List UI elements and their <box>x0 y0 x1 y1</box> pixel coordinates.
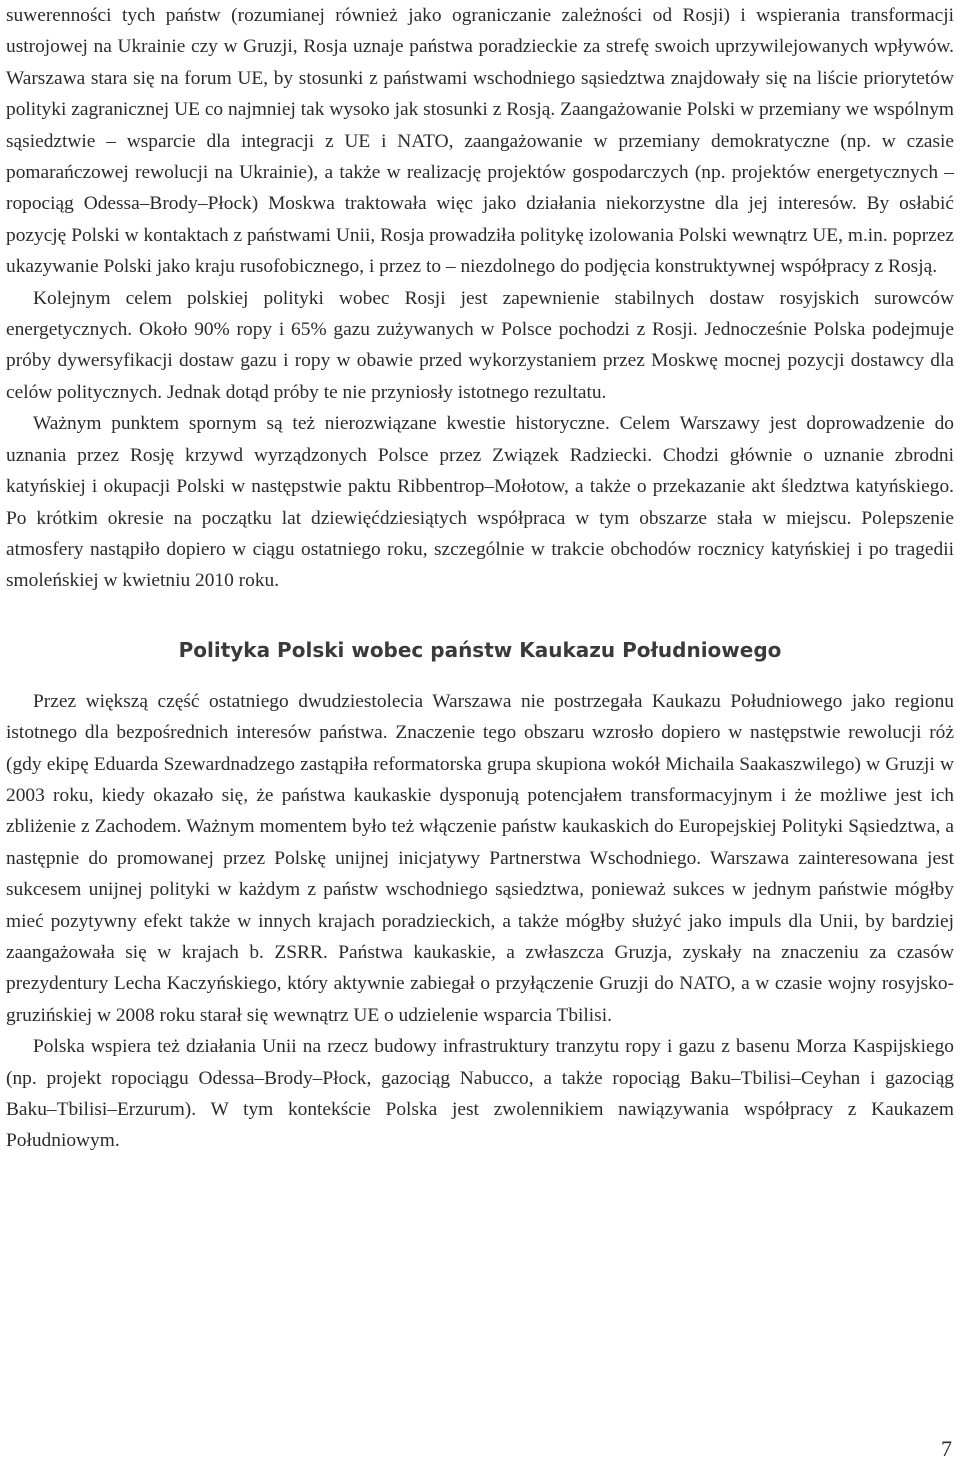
section-heading: Polityka Polski wobec państw Kaukazu Południowego <box>178 637 782 662</box>
page-number: 7 <box>941 1436 952 1461</box>
paragraph-energy-supply: Kolejnym celem polskiej polityki wobec Rosji jest zapewnienie stabilnych dostaw rosyjskich surowców energetycznych. Około 90% ropy i 65% gazu zużywanych w Polsce pochodzi z Rosji. Jednocześnie Polska podejmuje próby dywersyfikacji dostaw gazu i ropy w obawie przed wykorzystaniem przez Moskwę mocnej pozycji dostawcy dla celów politycznych. Jednak dotąd próby te nie przyniosły istotnego rezultatu. <box>6 287 954 403</box>
paragraph-continuation: suwerenności tych państw (rozumianej również jako ograniczanie zależności od Rosji) i wspierania transformacji ustrojowej na Ukrainie czy w Gruzji, Rosja uznaje państwa poradzieckie za strefę swoich uprzywilejowanych wpływów. Warszawa stara się na forum UE, by stosunki z państwami wschodniego sąsiedztwa znajdowały się na liście priorytetów polityki zagranicznej UE co najmniej tak wysoko jak stosunki z Rosją. Zaangażowanie Polski w przemiany we wspólnym sąsiedztwie – wsparcie dla integracji z UE i NATO, zaangażowanie w przemiany demokratyczne (np. w czasie pomarańczowej rewolucji na Ukrainie), a także w realizację projektów gospodarczych (np. projektów energetycznych – ropociąg Odessa–Brody–Płock) Moskwa traktowała więc jako działania niekorzystne dla jej interesów. By osłabić pozycję Polski w kontaktach z państwami Unii, Rosja prowadziła politykę izolowania Polski wewnątrz UE, m.in. poprzez ukazywanie Polski jako kraju rusofobicznego, i przez to – niezdolnego do podjęcia konstruktywnej współpracy z Rosją. <box>6 5 954 278</box>
paragraph-historical-issues: Ważnym punktem spornym są też nierozwiązane kwestie historyczne. Celem Warszawy jest doprowadzenie do uznania przez Rosję krzywd wyrządzonych Polsce przez Związek Radziecki. Chodzi głównie o uznanie zbrodni katyńskiej i okupacji Polski w następstwie paktu Ribbentrop–Mołotow, a także o przekazanie akt śledztwa katyńskiego. Po krótkim okresie na początku lat dziewięćdziesiątych współpraca w tym obszarze stała w miejscu. Polepszenie atmosfery nastąpiło dopiero w ciągu ostatniego roku, szczególnie w trakcie obchodów rocznicy katyńskiej i po tragedii smoleńskiej w kwietniu 2010 roku. <box>6 413 954 592</box>
document-page <box>6 0 954 1157</box>
paragraph-caspian-transit: Polska wspiera też działania Unii na rzecz budowy infrastruktury tranzytu ropy i gazu z basenu Morza Kaspijskiego (np. projekt ropociągu Odessa–Brody–Płock, gazociąg Nabucco, a także ropociąg Baku–Tbilisi–Ceyhan i gazociąg Baku–Tbilisi–Erzurum). W tym kontekście Polska jest zwolennikiem nawiązywania współpracy z Kaukazem Południowym. <box>6 1036 954 1152</box>
paragraph-caucasus-intro: Przez większą część ostatniego dwudziestolecia Warszawa nie postrzegała Kaukazu Południowego jako regionu istotnego dla bezpośrednich interesów państwa. Znaczenie tego obszaru wzrosło dopiero w następstwie rewolucji róż (gdy ekipę Eduarda Szewardnadzego zastąpiła reformatorska grupa skupiona wokół Michaila Saakaszwilego) w Gruzji w 2003 roku, kiedy okazało się, że państwa kaukaskie dysponują potencjałem transformacyjnym i że możliwe jest ich zbliżenie z Zachodem. Ważnym momentem było też włączenie państw kaukaskich do Europejskiej Polityki Sąsiedztwa, a następnie do promowanej przez Polskę unijnej inicjatywy Partnerstwa Wschodniego. Warszawa zainteresowana jest sukcesem unijnej polityki w każdym z państw wschodniego sąsiedztwa, ponieważ sukces w jednym państwie mógłby mieć pozytywny efekt także w innych krajach poradzieckich, a także mógłby służyć jako impuls dla Unii, by bardziej zaangażowała się w krajach b. ZSRR. Państwa kaukaskie, a zwłaszcza Gruzja, zyskały na znaczeniu za czasów prezydentury Lecha Kaczyńskiego, który aktywnie zabiegał o przyłączenie Gruzji do NATO, a w czasie wojny rosyjsko-gruzińskiej w 2008 roku starał się wewnątrz UE o udzielenie wsparcia Tbilisi. <box>6 690 954 1026</box>
